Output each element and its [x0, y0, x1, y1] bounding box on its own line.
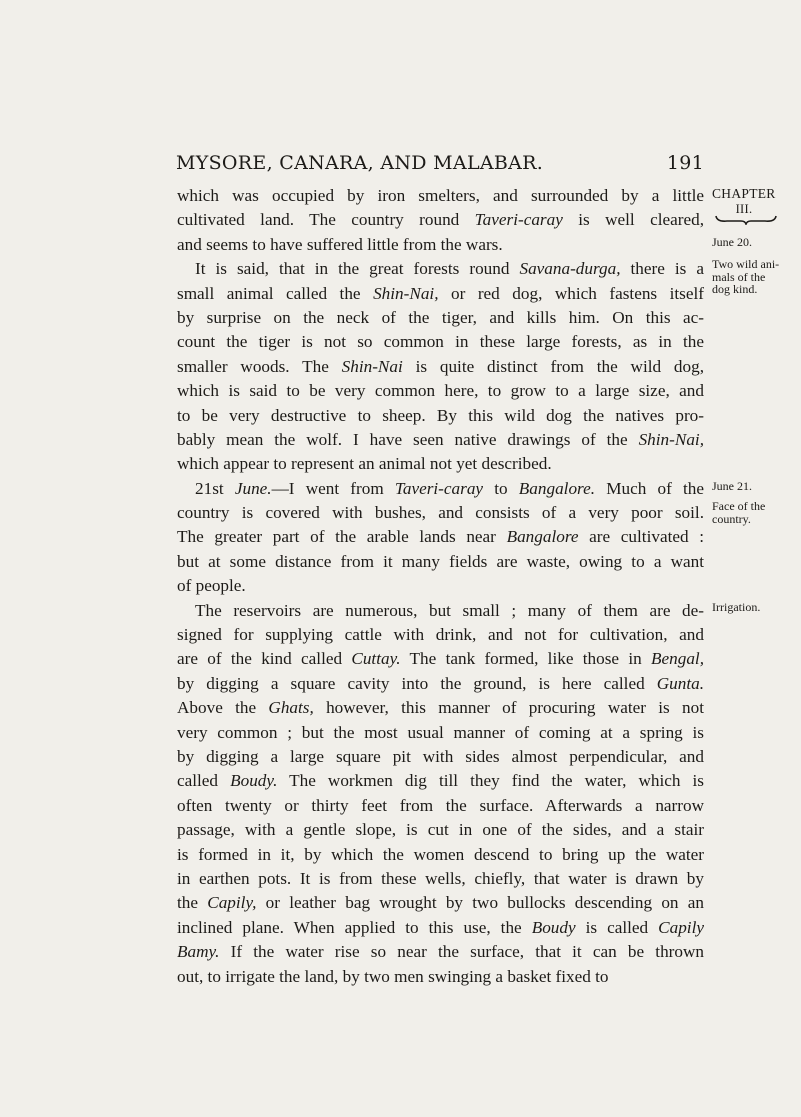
italic-span: Gunta. [656, 673, 704, 693]
italic-span: Cuttay. [351, 649, 401, 669]
marginal-chapter-heading [712, 186, 792, 225]
text-line [177, 599, 704, 623]
text-line [177, 208, 704, 232]
text-span: out, to irrigate the land, by two men swinging a basket fixed to [177, 966, 609, 986]
text-span: are of the kind called [177, 649, 352, 669]
text-span: is called [575, 917, 659, 937]
text-span: or leather bag wrought by two bullocks descending on an [256, 893, 704, 913]
text-span: count the tiger is not so common in these large forests, as in the [177, 332, 704, 352]
italic-span: Bamy. [177, 942, 220, 962]
text-line [177, 379, 704, 403]
text-span: by surprise on the neck of the tiger, and kills him. On this ac- [177, 307, 704, 327]
text-line [177, 233, 704, 257]
text-span: often twenty or thirty feet from the surface. Afterwards a narrow [177, 795, 704, 815]
text-line [177, 257, 704, 281]
text-line [177, 501, 704, 525]
page-number: 191 [666, 152, 704, 174]
text-line [177, 574, 704, 598]
text-span: which appear to represent an animal not yet described. [177, 454, 552, 474]
text-line [177, 550, 704, 574]
text-span: It is said, that in the great forests round [195, 259, 520, 279]
italic-span: June. [234, 478, 272, 498]
text-span: Much of the [595, 478, 704, 498]
marginal-date-june-20: June 20. [712, 235, 752, 249]
text-span: inclined plane. When applied to this use, the [177, 917, 532, 937]
text-span: but at some distance from it many fields are waste, owing to a want [177, 551, 704, 571]
italic-span: Ghats, [268, 698, 314, 718]
text-span: called [177, 771, 231, 791]
text-span: smaller woods. The [177, 356, 342, 376]
text-line [177, 769, 704, 793]
text-span: bably mean the wolf. I have seen native drawings of the [177, 429, 639, 449]
text-line [177, 696, 704, 720]
italic-span: Bengal, [651, 649, 704, 669]
brace-ornament-icon [715, 215, 777, 225]
marginal-date-june-21: June 21. [712, 479, 752, 493]
text-span: very common ; but the most usual manner of coming at a spring is [177, 722, 704, 742]
text-span: cultivated land. The country round [177, 210, 475, 230]
italic-span: Capily, [207, 893, 257, 913]
text-span: by digging a large square pit with sides almost perpendicular, and [177, 746, 704, 766]
text-line [177, 525, 704, 549]
text-line [177, 721, 704, 745]
text-span: signed for supplying cattle with drink, and not for cultivation, and [177, 625, 704, 645]
text-line [177, 965, 704, 989]
text-line [177, 452, 704, 476]
text-line [177, 647, 704, 671]
text-line [177, 404, 704, 428]
text-line [177, 794, 704, 818]
text-span: of people. [177, 576, 246, 596]
text-span: by digging a square cavity into the ground, is here called [177, 673, 657, 693]
text-span: in earthen pots. It is from these wells, chiefly, that water is drawn by [177, 868, 704, 888]
italic-span: Boudy. [230, 771, 278, 791]
text-span: the [177, 893, 208, 913]
text-line [177, 818, 704, 842]
note-line: dog kind. [712, 282, 758, 296]
text-span: and seems to have suffered little from the wars. [177, 234, 503, 254]
text-span: passage, with a gentle slope, is cut in one of the sides, and a stair [177, 820, 704, 840]
text-span: which is said to be very common here, to grow to a large size, and [177, 381, 704, 401]
text-span: The reservoirs are numerous, but small ; many of them are de- [195, 600, 704, 620]
italic-span: Shin-Nai [341, 356, 403, 376]
text-span: however, this manner of procuring water is not [313, 698, 704, 718]
text-span: is well cleared, [562, 210, 704, 230]
note-line: mals of the [712, 269, 766, 284]
text-span: country is covered with bushes, and consists of a very poor soil. [177, 503, 704, 523]
text-span: The greater part of the arable lands near [177, 527, 507, 547]
text-span: there is a [620, 259, 704, 279]
text-line [177, 672, 704, 696]
running-head-title: MYSORE, CANARA, AND MALABAR. [176, 152, 544, 174]
text-span: are cultivated : [578, 527, 705, 547]
chapter-label: CHAPTER [712, 186, 776, 201]
text-line [177, 891, 704, 915]
italic-span: Bangalore. [518, 478, 596, 498]
text-line [177, 623, 704, 647]
text-span: which was occupied by iron smelters, and surrounded by a little [177, 186, 704, 205]
note-line: Two wild ani- [712, 257, 780, 271]
text-line [177, 282, 704, 306]
text-line [177, 306, 704, 330]
text-span: or red dog, which fastens itself [438, 283, 704, 303]
text-span: is formed in it, by which the women descend to bring up the water [177, 844, 704, 864]
italic-span: Taveri-caray [474, 210, 563, 230]
text-line [177, 867, 704, 891]
text-span: small animal called the [177, 283, 374, 303]
italic-span: Bangalore [506, 527, 579, 547]
italic-span: Shin-Nai, [638, 429, 704, 449]
text-span: The tank formed, like those in [400, 649, 652, 669]
text-span: —I went from [271, 478, 395, 498]
italic-span: Shin-Nai, [373, 283, 439, 303]
text-line [177, 355, 704, 379]
text-line [177, 330, 704, 354]
chapter-number: III. [735, 202, 753, 216]
note-line: Face of the [712, 499, 766, 513]
text-span: is quite distinct from the wild dog, [402, 356, 704, 376]
text-line [177, 745, 704, 769]
marginal-note-irrigation: Irrigation. [712, 600, 761, 614]
body-text [177, 184, 704, 989]
text-span: Above the [177, 698, 269, 718]
note-line: country. [712, 511, 751, 526]
text-span: 21st [195, 478, 235, 498]
text-line [177, 184, 704, 208]
italic-span: Boudy [531, 917, 576, 937]
text-line [177, 940, 704, 964]
italic-span: Savana-durga, [519, 259, 621, 279]
text-line [177, 477, 704, 501]
italic-span: Capily [658, 917, 704, 937]
text-span: to be very destructive to sheep. By this wild dog the natives pro- [177, 405, 704, 425]
text-span: to [483, 478, 519, 498]
text-line [177, 916, 704, 940]
marginal-note-wild-dogs [712, 258, 792, 296]
text-span: If the water rise so near the surface, that it can be thrown [219, 942, 704, 962]
italic-span: Taveri-caray [394, 478, 484, 498]
text-line [177, 843, 704, 867]
marginal-note-face-of-country [712, 500, 792, 525]
text-span: The workmen dig till they find the water, which is [277, 771, 704, 791]
text-line [177, 428, 704, 452]
